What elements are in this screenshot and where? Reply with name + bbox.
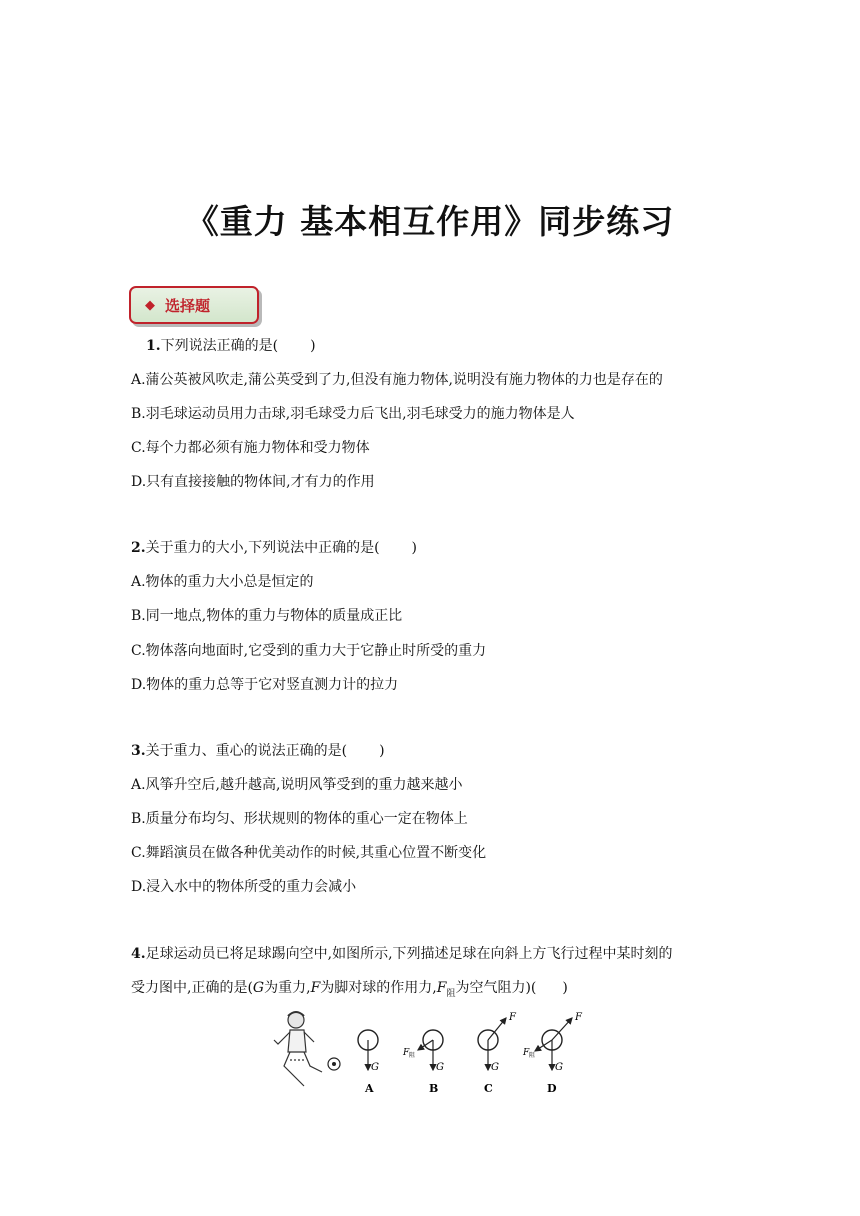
question-1-option-a: A.蒲公英被风吹走,蒲公英受到了力,但没有施力物体,说明没有施力物体的力也是存在的 [131,372,663,388]
question-1-option-c: C.每个力都必须有施力物体和受力物体 [131,440,370,456]
question-3-option-a: A.风筝升空后,越升越高,说明风筝受到的重力越来越小 [131,777,463,793]
question-4-stem-line1: 4.足球运动员已将足球踢向空中,如图所示,下列描述足球在向斜上方飞行过程中某时刻的 [131,946,673,962]
page-title: 《重力 基本相互作用》同步练习 [185,202,675,241]
diagram-b-force-f: F [403,1048,410,1058]
question-4-stem-line2: 受力图中,正确的是(G为重力,F为脚对球的作用力$,F_阻$为空气阻力)( ) [131,980,568,999]
question-3-option-b: B.质量分布均匀、形状规则的物体的重心一定在物体上 [131,811,468,827]
diagram-a-force-g: G [371,1062,379,1073]
diagram-d-force-fzu-sub: 阻 [529,1052,536,1059]
section-label: 选择题 [165,296,211,315]
diagram-d [522,1012,583,1095]
question-2-option-a: A.物体的重力大小总是恒定的 [131,574,314,590]
question-1-stem: 1.下列说法正确的是( ) [146,338,316,354]
diagram-b [402,1030,444,1095]
question-2-stem: 2.关于重力的大小,下列说法中正确的是( ) [131,540,418,556]
diamond-icon: ◆ [145,297,155,313]
diagram-d-label: D [547,1082,557,1095]
question-1-option-b: B.羽毛球运动员用力击球,羽毛球受力后飞出,羽毛球受力的施力物体是人 [131,406,575,422]
diagram-d-force-g: G [555,1062,563,1073]
section-badge [129,286,259,324]
question-3-stem: 3.关于重力、重心的说法正确的是( ) [131,743,385,759]
diagram-d-force-f: F [575,1012,582,1023]
question-2-option-d: D.物体的重力总等于它对竖直测力计的拉力 [131,677,399,693]
soccer-player-illustration [274,1012,322,1086]
question-3-option-d: D.浸入水中的物体所受的重力会减小 [131,879,357,895]
diagram-c [478,1012,517,1095]
soccer-ball-icon [328,1058,340,1070]
diagram-c-label: C [484,1082,493,1095]
diagram-b-label: B [429,1082,439,1095]
diagram-a [358,1030,379,1095]
diagram-c-force-g: G [491,1062,499,1073]
diagram-b-force-g: G [436,1062,444,1073]
diagram-a-label: A [365,1082,374,1095]
question-2-option-c: C.物体落向地面时,它受到的重力大于它静止时所受的重力 [131,643,487,659]
diagram-c-force-f: F [509,1012,516,1023]
diagram-d-force-fzu: F [523,1048,530,1058]
question-1-option-d: D.只有直接接触的物体间,才有力的作用 [131,474,375,490]
force-diagram-figure [270,1004,590,1096]
diagram-b-force-f-sub: 阻 [409,1052,416,1059]
question-3-option-c: C.舞蹈演员在做各种优美动作的时候,其重心位置不断变化 [131,845,487,861]
question-2-option-b: B.同一地点,物体的重力与物体的质量成正比 [131,608,403,624]
